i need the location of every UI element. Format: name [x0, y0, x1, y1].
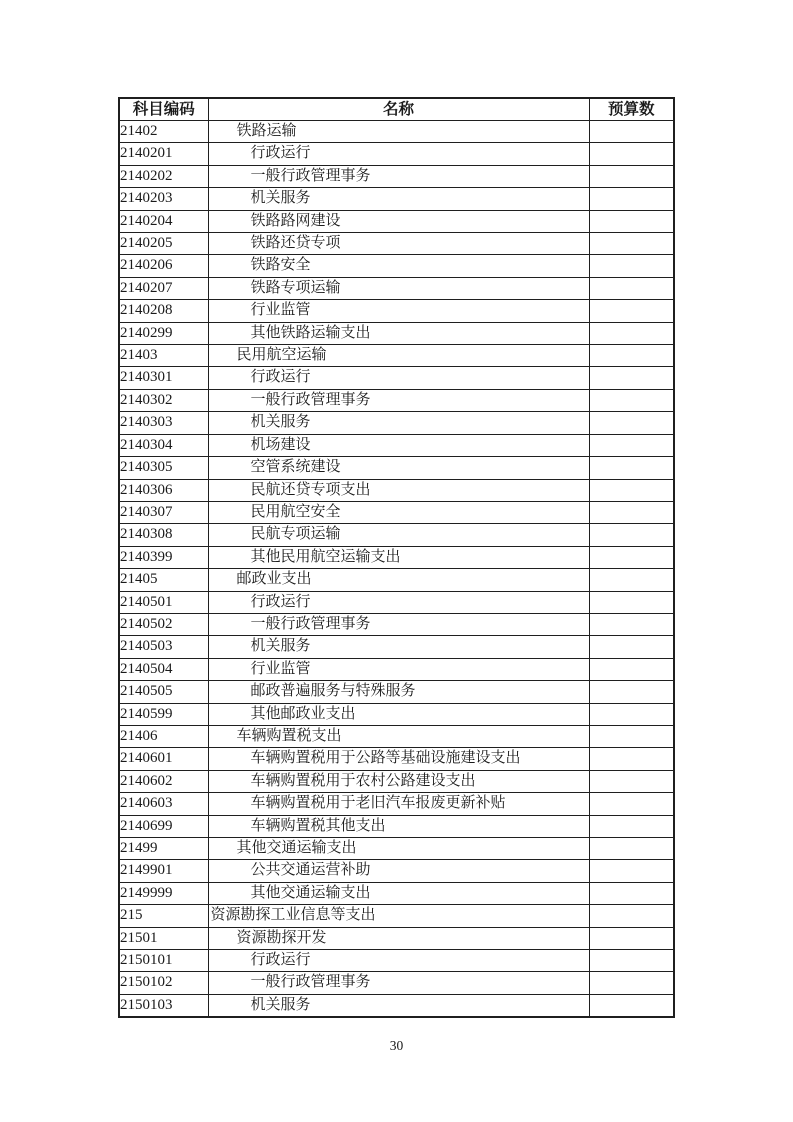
- subject-name-cell: 一般行政管理事务: [208, 613, 589, 635]
- table-row: [119, 569, 674, 591]
- table-row: [119, 860, 674, 882]
- subject-name-cell: 一般行政管理事务: [208, 972, 589, 994]
- subject-code-cell: 2140203: [119, 188, 208, 210]
- budget-value-cell: [589, 188, 674, 210]
- table-row: [119, 927, 674, 949]
- subject-code-cell: 21406: [119, 725, 208, 747]
- subject-code-cell: 21402: [119, 121, 208, 143]
- subject-name-cell: 机关服务: [208, 636, 589, 658]
- budget-value-cell: [589, 748, 674, 770]
- subject-code-cell: 2140399: [119, 546, 208, 568]
- subject-name-cell: 车辆购置税支出: [208, 725, 589, 747]
- subject-name-cell: 民用航空运输: [208, 345, 589, 367]
- subject-name-cell: 其他交通运输支出: [208, 882, 589, 904]
- subject-name-cell: 一般行政管理事务: [208, 389, 589, 411]
- subject-code-cell: 2140208: [119, 300, 208, 322]
- table-row: [119, 546, 674, 568]
- table-row: [119, 412, 674, 434]
- budget-value-cell: [589, 927, 674, 949]
- table-row: [119, 255, 674, 277]
- subject-name-cell: 车辆购置税用于公路等基础设施建设支出: [208, 748, 589, 770]
- subject-name-cell: 民航还贷专项支出: [208, 479, 589, 501]
- budget-value-cell: [589, 457, 674, 479]
- subject-name-cell: 车辆购置税其他支出: [208, 815, 589, 837]
- budget-value-cell: [589, 838, 674, 860]
- subject-name-cell: 资源勘探开发: [208, 927, 589, 949]
- subject-name-cell: 机关服务: [208, 412, 589, 434]
- budget-value-cell: [589, 143, 674, 165]
- page-number: 30: [389, 1038, 404, 1053]
- table-row: [119, 882, 674, 904]
- table-row: [119, 613, 674, 635]
- subject-code-cell: 2140601: [119, 748, 208, 770]
- table-row: [119, 725, 674, 747]
- budget-value-cell: [589, 277, 674, 299]
- table-row: [119, 994, 674, 1017]
- subject-name-cell: 行业监管: [208, 300, 589, 322]
- subject-code-cell: 215: [119, 905, 208, 927]
- table-row: [119, 121, 674, 143]
- subject-code-cell: 2140305: [119, 457, 208, 479]
- budget-value-cell: [589, 434, 674, 456]
- table-row: [119, 389, 674, 411]
- budget-value-cell: [589, 681, 674, 703]
- budget-value-cell: [589, 345, 674, 367]
- budget-value-cell: [589, 972, 674, 994]
- subject-code-cell: 2140302: [119, 389, 208, 411]
- budget-value-cell: [589, 770, 674, 792]
- table-row: [119, 479, 674, 501]
- budget-value-cell: [589, 165, 674, 187]
- budget-value-cell: [589, 860, 674, 882]
- table-row: [119, 165, 674, 187]
- table-body: [119, 121, 674, 1018]
- subject-name-cell: 一般行政管理事务: [208, 165, 589, 187]
- table-row: [119, 233, 674, 255]
- subject-name-cell: 行政运行: [208, 367, 589, 389]
- table-row: [119, 591, 674, 613]
- budget-value-cell: [589, 255, 674, 277]
- table-row: [119, 703, 674, 725]
- subject-code-cell: 2140301: [119, 367, 208, 389]
- table-row: [119, 143, 674, 165]
- budget-value-cell: [589, 322, 674, 344]
- table-row: [119, 658, 674, 680]
- table-row: [119, 322, 674, 344]
- budget-subject-table: [118, 97, 675, 1018]
- subject-name-cell: 行政运行: [208, 591, 589, 613]
- subject-code-cell: 2150102: [119, 972, 208, 994]
- subject-name-cell: 其他交通运输支出: [208, 838, 589, 860]
- subject-code-cell: 2140505: [119, 681, 208, 703]
- budget-value-cell: [589, 815, 674, 837]
- subject-name-cell: 车辆购置税用于农村公路建设支出: [208, 770, 589, 792]
- table-row: [119, 277, 674, 299]
- subject-code-cell: 2140202: [119, 165, 208, 187]
- subject-code-cell: 2150101: [119, 950, 208, 972]
- subject-name-cell: 空管系统建设: [208, 457, 589, 479]
- subject-code-cell: 21501: [119, 927, 208, 949]
- subject-name-cell: 行政运行: [208, 950, 589, 972]
- subject-code-cell: 2140205: [119, 233, 208, 255]
- budget-value-cell: [589, 367, 674, 389]
- table-row: [119, 524, 674, 546]
- subject-code-cell: 2140503: [119, 636, 208, 658]
- subject-name-cell: 机场建设: [208, 434, 589, 456]
- budget-value-cell: [589, 501, 674, 523]
- subject-name-cell: 铁路还贷专项: [208, 233, 589, 255]
- subject-code-cell: 2140602: [119, 770, 208, 792]
- subject-code-cell: 2140206: [119, 255, 208, 277]
- table-row: [119, 950, 674, 972]
- subject-name-cell: 行政运行: [208, 143, 589, 165]
- subject-name-cell: 机关服务: [208, 994, 589, 1017]
- subject-code-cell: 2140308: [119, 524, 208, 546]
- subject-code-cell: 2140204: [119, 210, 208, 232]
- col-header-budget: 预算数: [589, 98, 674, 121]
- budget-value-cell: [589, 524, 674, 546]
- subject-code-cell: 2140502: [119, 613, 208, 635]
- table-row: [119, 770, 674, 792]
- budget-value-cell: [589, 389, 674, 411]
- budget-value-cell: [589, 569, 674, 591]
- table-row: [119, 793, 674, 815]
- subject-code-cell: 2140699: [119, 815, 208, 837]
- subject-code-cell: 2140201: [119, 143, 208, 165]
- subject-code-cell: 2140603: [119, 793, 208, 815]
- budget-value-cell: [589, 121, 674, 143]
- table-header-row: [119, 98, 674, 121]
- table-row: [119, 345, 674, 367]
- subject-name-cell: 民航专项运输: [208, 524, 589, 546]
- subject-name-cell: 铁路专项运输: [208, 277, 589, 299]
- budget-value-cell: [589, 233, 674, 255]
- table-row: [119, 188, 674, 210]
- table-row: [119, 210, 674, 232]
- table-row: [119, 300, 674, 322]
- subject-name-cell: 民用航空安全: [208, 501, 589, 523]
- subject-name-cell: 其他邮政业支出: [208, 703, 589, 725]
- budget-value-cell: [589, 994, 674, 1017]
- subject-name-cell: 车辆购置税用于老旧汽车报废更新补贴: [208, 793, 589, 815]
- subject-code-cell: 2149901: [119, 860, 208, 882]
- budget-value-cell: [589, 793, 674, 815]
- budget-value-cell: [589, 725, 674, 747]
- subject-name-cell: 铁路安全: [208, 255, 589, 277]
- budget-value-cell: [589, 703, 674, 725]
- subject-code-cell: 2140504: [119, 658, 208, 680]
- subject-code-cell: 2140303: [119, 412, 208, 434]
- table-row: [119, 457, 674, 479]
- budget-value-cell: [589, 300, 674, 322]
- budget-value-cell: [589, 479, 674, 501]
- budget-value-cell: [589, 905, 674, 927]
- subject-code-cell: 2149999: [119, 882, 208, 904]
- subject-name-cell: 邮政普遍服务与特殊服务: [208, 681, 589, 703]
- col-header-name: 名称: [208, 98, 589, 121]
- subject-code-cell: 2140306: [119, 479, 208, 501]
- subject-name-cell: 资源勘探工业信息等支出: [208, 905, 589, 927]
- subject-code-cell: 2140599: [119, 703, 208, 725]
- col-header-subject-code: 科目编码: [119, 98, 208, 121]
- subject-code-cell: 2140207: [119, 277, 208, 299]
- budget-value-cell: [589, 613, 674, 635]
- subject-name-cell: 邮政业支出: [208, 569, 589, 591]
- subject-name-cell: 机关服务: [208, 188, 589, 210]
- budget-value-cell: [589, 546, 674, 568]
- subject-code-cell: 2140307: [119, 501, 208, 523]
- subject-name-cell: 其他铁路运输支出: [208, 322, 589, 344]
- budget-value-cell: [589, 412, 674, 434]
- budget-value-cell: [589, 950, 674, 972]
- subject-code-cell: 2140304: [119, 434, 208, 456]
- subject-name-cell: 铁路路网建设: [208, 210, 589, 232]
- table-row: [119, 838, 674, 860]
- table-row: [119, 681, 674, 703]
- table-row: [119, 367, 674, 389]
- subject-name-cell: 铁路运输: [208, 121, 589, 143]
- table-row: [119, 434, 674, 456]
- table-row: [119, 905, 674, 927]
- budget-value-cell: [589, 882, 674, 904]
- subject-name-cell: 其他民用航空运输支出: [208, 546, 589, 568]
- table-row: [119, 748, 674, 770]
- table-row: [119, 815, 674, 837]
- table-row: [119, 636, 674, 658]
- subject-code-cell: 2140501: [119, 591, 208, 613]
- subject-code-cell: 21403: [119, 345, 208, 367]
- budget-value-cell: [589, 636, 674, 658]
- subject-code-cell: 21405: [119, 569, 208, 591]
- subject-name-cell: 行业监管: [208, 658, 589, 680]
- budget-value-cell: [589, 591, 674, 613]
- subject-code-cell: 21499: [119, 838, 208, 860]
- budget-value-cell: [589, 658, 674, 680]
- subject-code-cell: 2140299: [119, 322, 208, 344]
- table-row: [119, 972, 674, 994]
- subject-name-cell: 公共交通运营补助: [208, 860, 589, 882]
- table-row: [119, 501, 674, 523]
- subject-code-cell: 2150103: [119, 994, 208, 1017]
- budget-value-cell: [589, 210, 674, 232]
